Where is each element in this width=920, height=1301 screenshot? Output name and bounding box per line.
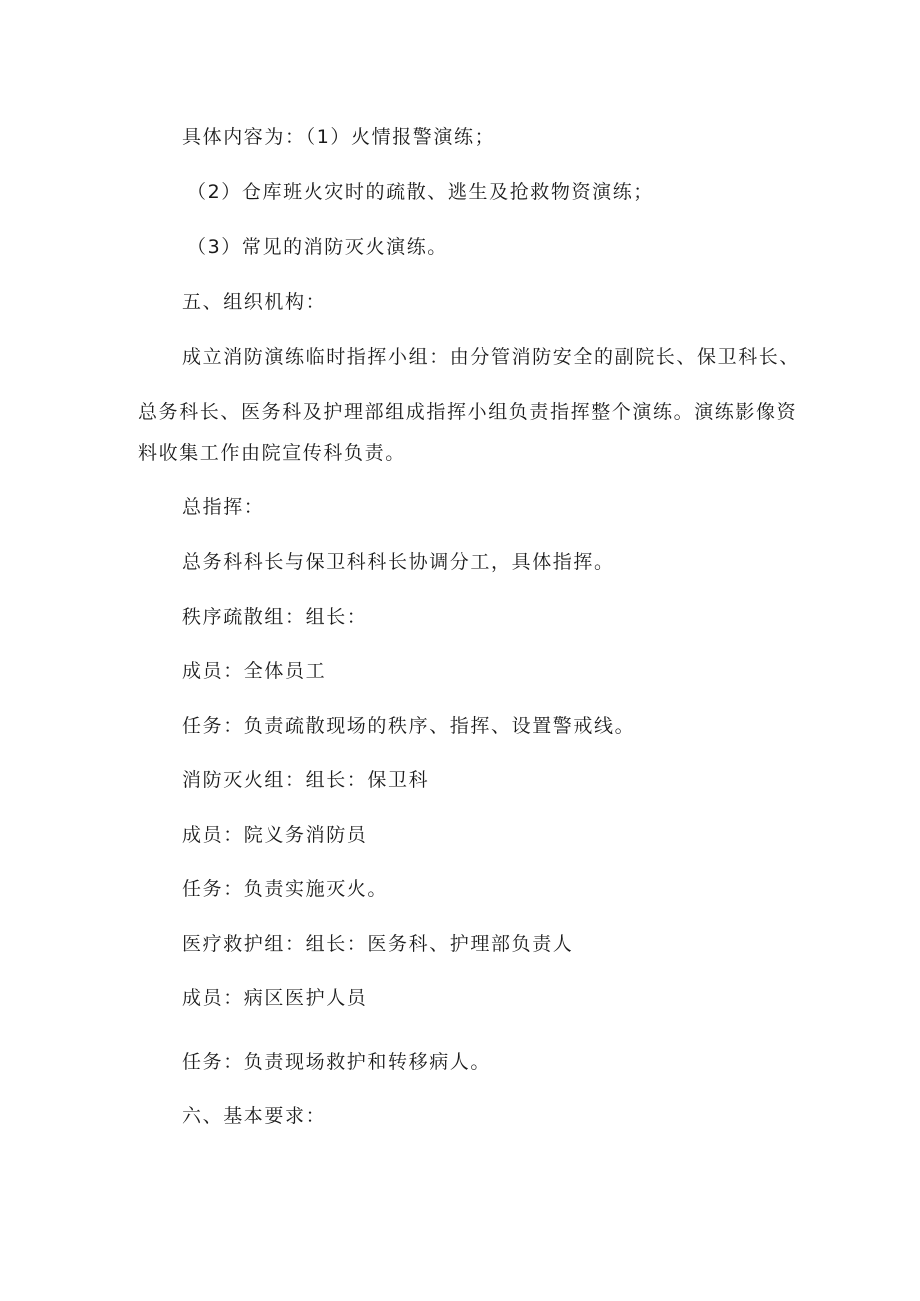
paragraph-line: 成立消防演练临时指挥小组：由分管消防安全的副院长、保卫科长、 [182, 346, 801, 368]
paragraph-line: 总务科长、医务科及护理部组成指挥小组负责指挥整个演练。演练影像资 [138, 401, 798, 423]
commander-heading: 总指挥： [182, 496, 265, 518]
commander-text: 总务科科长与保卫科科长协调分工，具体指挥。 [182, 551, 615, 573]
evacuation-group-leader: 秩序疏散组：组长： [182, 606, 368, 628]
medical-group-leader: 医疗救护组：组长：医务科、护理部负责人 [182, 933, 574, 955]
firefighting-group-task: 任务：负责实施灭火。 [182, 878, 389, 900]
paragraph-line: 料收集工作由院宣传科负责。 [138, 442, 406, 464]
medical-group-members: 成员：病区医护人员 [182, 987, 368, 1009]
medical-group-task: 任务：负责现场救护和转移病人。 [182, 1051, 492, 1073]
section-heading-organization: 五、组织机构： [182, 291, 327, 313]
firefighting-group-members: 成员：院义务消防员 [182, 824, 368, 846]
evacuation-group-members: 成员：全体员工 [182, 660, 327, 682]
drill-content-item-3: （3）常见的消防灭火演练。 [187, 236, 448, 258]
firefighting-group-leader: 消防灭火组：组长：保卫科 [182, 769, 430, 791]
drill-content-intro: 具体内容为：（1）火情报警演练； [182, 126, 496, 148]
section-heading-requirements: 六、基本要求： [182, 1105, 327, 1127]
drill-content-item-2: （2）仓库班火灾时的疏散、逃生及抢救物资演练； [187, 181, 654, 203]
evacuation-group-task: 任务：负责疏散现场的秩序、指挥、设置警戒线。 [182, 715, 636, 737]
